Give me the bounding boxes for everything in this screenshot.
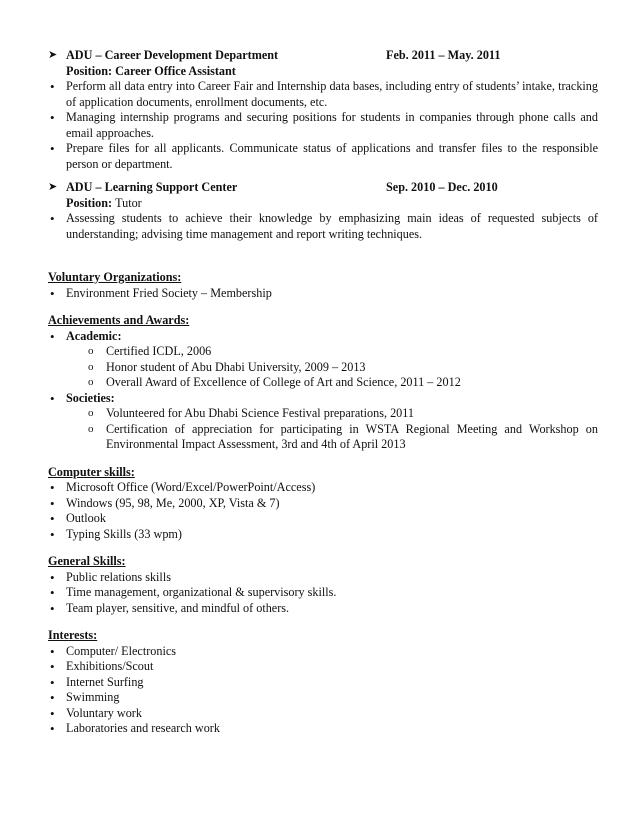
section-title-general-skills: General Skills: (48, 554, 126, 568)
list-item: • Microsoft Office (Word/Excel/PowerPoint/Access) (48, 480, 598, 496)
academic-label: Academic: (66, 328, 122, 343)
computer-skills-list (48, 480, 598, 542)
list-item: • Swimming (48, 690, 598, 706)
sub-list-item: o Volunteered for Abu Dhabi Science Festival preparations, 2011 (88, 406, 598, 422)
list-item: • Managing internship programs and securing positions for students in companies through phone calls and email approaches. (48, 110, 598, 141)
general-skills-list (48, 570, 598, 617)
list-item (48, 329, 598, 345)
job-title: ADU – Learning Support Center (66, 180, 238, 194)
voluntary-list (48, 286, 598, 302)
position-value: Tutor (115, 195, 142, 210)
job-position (48, 196, 598, 212)
list-item: • Voluntary work (48, 706, 598, 722)
list-item: • Outlook (48, 511, 598, 527)
section-title-computer-skills: Computer skills: (48, 464, 135, 479)
achievements-list (48, 329, 598, 345)
list-item: • Prepare files for all applicants. Communicate status of applications and transfer files to the responsible person or department. (48, 141, 598, 172)
section-title-voluntary: Voluntary Organizations: (48, 270, 182, 284)
section-title-interests: Interests: (48, 628, 98, 642)
arrow-bullet-icon: ➤ (48, 181, 58, 193)
list-item: • Computer/ Electronics (48, 644, 598, 660)
list-item: • Environment Fried Society – Membership (48, 286, 598, 302)
job-date: Feb. 2011 – May. 2011 (386, 48, 501, 62)
list-item: • Public relations skills (48, 570, 598, 586)
list-item: • Exhibitions/Scout (48, 659, 598, 675)
job-position: Position: Career Office Assistant (66, 63, 236, 78)
job-header (48, 48, 598, 64)
position-label: Position: (66, 195, 113, 210)
job-entry (48, 180, 598, 242)
job-header (48, 180, 598, 196)
list-item: • Assessing students to achieve their knowledge by emphasizing main ideas of requested subjects of understanding; advising time management and report writing techniques. (48, 211, 598, 242)
interests-list (48, 644, 598, 737)
job-duties (48, 79, 598, 172)
sub-list-item: o Certified ICDL, 2006 (88, 344, 598, 360)
list-item: • Team player, sensitive, and mindful of others. (48, 601, 598, 617)
job-date: Sep. 2010 – Dec. 2010 (386, 180, 498, 194)
academic-list (48, 344, 598, 391)
sub-list-item: o Overall Award of Excellence of College of Art and Science, 2011 – 2012 (88, 375, 598, 391)
list-item: • Internet Surfing (48, 675, 598, 691)
job-duties (48, 211, 598, 242)
list-item: • Laboratories and research work (48, 721, 598, 737)
job-entry (48, 48, 598, 172)
achievements-list (48, 391, 598, 407)
resume-page (48, 48, 598, 737)
societies-label: Societies: (66, 390, 115, 405)
list-item: • Time management, organizational & supervisory skills. (48, 585, 598, 601)
job-title: ADU – Career Development Department (66, 48, 279, 62)
arrow-bullet-icon: ➤ (48, 49, 58, 61)
list-item (48, 391, 598, 407)
section-title-achievements: Achievements and Awards: (48, 313, 190, 327)
sub-list-item: o Honor student of Abu Dhabi University, 2009 – 2013 (88, 360, 598, 376)
sub-list-item: o Certification of appreciation for participating in WSTA Regional Meeting and Workshop on Environmental Impact Assessment, 3rd and 4th of April 2013 (88, 422, 598, 453)
list-item: • Typing Skills (33 wpm) (48, 527, 598, 543)
societies-list (48, 406, 598, 453)
list-item: • Windows (95, 98, Me, 2000, XP, Vista & 7) (48, 496, 598, 512)
list-item: • Perform all data entry into Career Fair and Internship data bases, including entry of students’ intake, tracking of application documents, enrollment documents, etc. (48, 79, 598, 110)
